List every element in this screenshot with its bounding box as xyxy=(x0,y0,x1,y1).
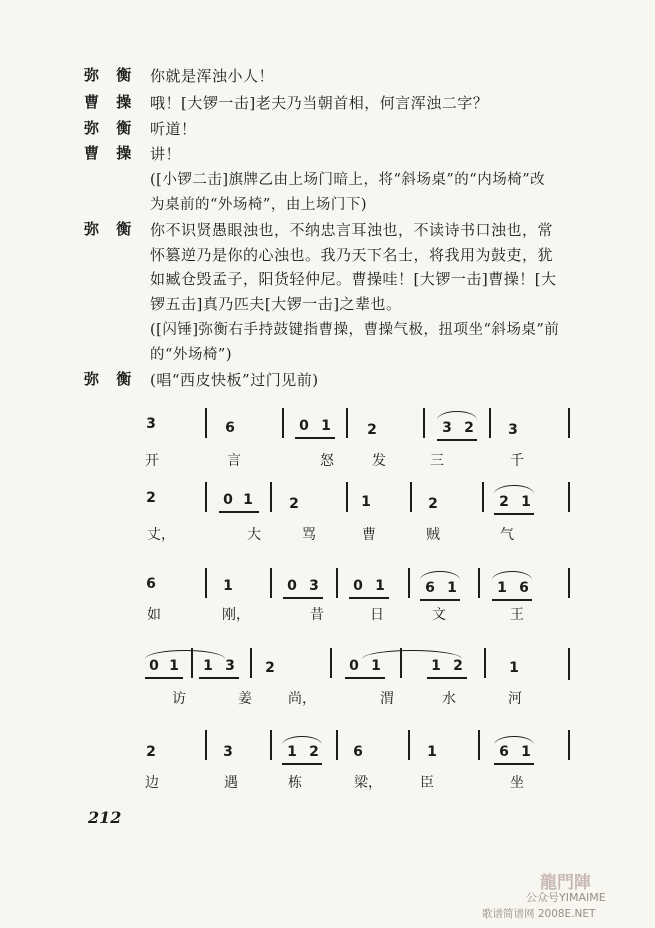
note: 1 xyxy=(375,578,385,594)
dialogue-text: 讲！ xyxy=(150,145,182,163)
barline xyxy=(568,482,570,512)
lyric: 坐 xyxy=(510,775,524,791)
note: 3 xyxy=(223,744,233,760)
barline xyxy=(191,648,193,678)
note: 0 xyxy=(223,492,233,508)
dialogue-text: 哦！[大锣一击]老夫乃当朝首相，何言浑浊二字？ xyxy=(150,94,489,112)
underline xyxy=(494,513,534,515)
barline xyxy=(330,648,332,678)
lyric: 刚， xyxy=(222,607,250,623)
barline xyxy=(336,568,338,598)
stage-direction-text: ([闪锤]弥衡右手持鼓键指曹操，曹操气极，扭项坐“斜场桌”前的“外场椅”) xyxy=(150,322,560,363)
note: 1 xyxy=(497,580,507,596)
speaker: 曹 操 xyxy=(84,144,138,162)
dialogue-text: (唱“西皮快板”过门见前) xyxy=(150,371,319,389)
lyric: 言 xyxy=(227,453,241,469)
score-row xyxy=(0,408,655,488)
watermark-site: 歌谱简谱网 2008E.NET xyxy=(482,908,596,920)
note: 1 xyxy=(243,492,253,508)
underline xyxy=(492,599,532,601)
note: 1 xyxy=(521,494,531,510)
barline xyxy=(568,408,570,438)
barline xyxy=(423,408,425,438)
barline xyxy=(205,568,207,598)
barline xyxy=(205,482,207,512)
note: 1 xyxy=(361,494,371,510)
lyric: 尚， xyxy=(288,691,316,707)
note: 2 xyxy=(464,420,474,436)
barline xyxy=(482,482,484,512)
lyric: 河 xyxy=(508,691,522,707)
lyric: 渭 xyxy=(380,691,394,707)
lyric: 如 xyxy=(147,607,161,623)
barline xyxy=(489,408,491,438)
underline xyxy=(349,597,389,599)
note: 2 xyxy=(265,660,275,676)
underline xyxy=(420,599,460,601)
lyric: 开 xyxy=(145,453,159,469)
note: 2 xyxy=(309,744,319,760)
barline xyxy=(400,648,402,678)
lyric: 水 xyxy=(442,691,456,707)
lyric: 怒 xyxy=(320,453,334,469)
stage-direction-text: ([小锣二击]旗牌乙由上场门暗上，将“斜场桌”的“内场椅”改为桌前的“外场椅”，由上场门下) xyxy=(150,172,546,213)
note: 3 xyxy=(225,658,235,674)
note: 1 xyxy=(447,580,457,596)
note: 6 xyxy=(225,420,235,436)
barline xyxy=(270,568,272,598)
barline xyxy=(410,482,412,512)
slur xyxy=(420,571,460,580)
lyric: 文 xyxy=(432,607,446,623)
underline xyxy=(295,437,335,439)
note: 0 xyxy=(287,578,297,594)
lyric: 千 xyxy=(510,453,524,469)
watermark-logo: 龍門陣 xyxy=(540,873,591,893)
lyric: 丈， xyxy=(147,527,175,543)
lyric: 遇 xyxy=(224,775,238,791)
lyric: 梁， xyxy=(354,775,382,791)
note: 1 xyxy=(321,418,331,434)
slur xyxy=(492,571,532,580)
note: 3 xyxy=(442,420,452,436)
note: 6 xyxy=(519,580,529,596)
note: 6 xyxy=(499,744,509,760)
note: 2 xyxy=(367,422,377,438)
lyric: 臣 xyxy=(420,775,434,791)
score-row xyxy=(0,730,655,810)
note: 2 xyxy=(499,494,509,510)
barline xyxy=(408,730,410,760)
note: 3 xyxy=(508,422,518,438)
barline xyxy=(282,408,284,438)
note: 1 xyxy=(521,744,531,760)
speaker: 弥 衡 xyxy=(84,66,138,84)
lyric: 边 xyxy=(145,775,159,791)
note: 1 xyxy=(371,658,381,674)
dialogue-text: 你不识贤愚眼浊也，不纳忠言耳浊也，不读诗书口浊也，常怀篡逆乃是你的心浊也。我乃天下名士，将我用为鼓吏，犹如臧仓毁孟子，阳货轻仲尼。曹操哇！[大锣一击]曹操！[大锣五击]真乃匹夫[大锣一击]之辈也。 xyxy=(150,221,557,313)
lyric: 日 xyxy=(370,607,384,623)
note: 0 xyxy=(299,418,309,434)
underline xyxy=(219,511,259,513)
barline xyxy=(250,648,252,678)
note: 6 xyxy=(353,744,363,760)
barline xyxy=(270,730,272,760)
barline xyxy=(205,408,207,438)
note: 1 xyxy=(431,658,441,674)
note: 3 xyxy=(309,578,319,594)
underline xyxy=(199,677,239,679)
lyric: 三 xyxy=(430,453,444,469)
underline xyxy=(345,677,385,679)
barline xyxy=(270,482,272,512)
note: 6 xyxy=(425,580,435,596)
underline xyxy=(437,439,477,441)
note: 1 xyxy=(203,658,213,674)
barline xyxy=(568,568,570,598)
underline xyxy=(145,677,183,679)
lyric: 骂 xyxy=(302,527,316,543)
underline xyxy=(494,763,534,765)
speaker: 曹 操 xyxy=(84,93,138,111)
note: 1 xyxy=(509,660,519,676)
note: 3 xyxy=(146,416,156,432)
speaker: 弥 衡 xyxy=(84,370,138,388)
note: 6 xyxy=(146,576,156,592)
note: 2 xyxy=(428,496,438,512)
note: 2 xyxy=(453,658,463,674)
note: 1 xyxy=(427,744,437,760)
lyric: 气 xyxy=(500,527,514,543)
speaker: 弥 衡 xyxy=(84,220,138,238)
lyric: 曹 xyxy=(362,527,376,543)
lyric: 贼 xyxy=(426,527,440,543)
note: 0 xyxy=(149,658,159,674)
note: 0 xyxy=(353,578,363,594)
lyric: 王 xyxy=(510,607,524,623)
barline xyxy=(478,730,480,760)
lyric: 昔 xyxy=(310,607,324,623)
note: 0 xyxy=(349,658,359,674)
dialogue-text: 你就是浑浊小人！ xyxy=(150,67,275,85)
barline xyxy=(336,730,338,760)
lyric: 访 xyxy=(172,691,186,707)
lyric: 大 xyxy=(247,527,261,543)
barline xyxy=(205,730,207,760)
underline xyxy=(283,597,323,599)
barline xyxy=(408,568,410,598)
slur xyxy=(437,411,477,420)
note: 1 xyxy=(287,744,297,760)
slur xyxy=(494,485,534,494)
barline xyxy=(346,408,348,438)
lyric: 姜 xyxy=(238,691,252,707)
score-row xyxy=(0,482,655,562)
underline xyxy=(282,763,322,765)
score-row xyxy=(0,568,655,648)
barline xyxy=(568,730,570,760)
barline xyxy=(346,482,348,512)
note: 2 xyxy=(289,496,299,512)
note: 2 xyxy=(146,744,156,760)
speaker: 弥 衡 xyxy=(84,119,138,137)
note: 1 xyxy=(169,658,179,674)
lyric: 栋 xyxy=(288,775,302,791)
score-row xyxy=(0,648,655,728)
barline xyxy=(568,648,570,680)
barline xyxy=(478,568,480,598)
watermark-account: 公众号YIMAIME xyxy=(526,891,606,904)
note: 2 xyxy=(146,490,156,506)
page-number: 212 xyxy=(88,808,122,827)
dialogue-text: 听道！ xyxy=(150,120,197,138)
barline xyxy=(484,648,486,678)
lyric: 发 xyxy=(372,453,386,469)
note: 1 xyxy=(223,578,233,594)
underline xyxy=(427,677,467,679)
